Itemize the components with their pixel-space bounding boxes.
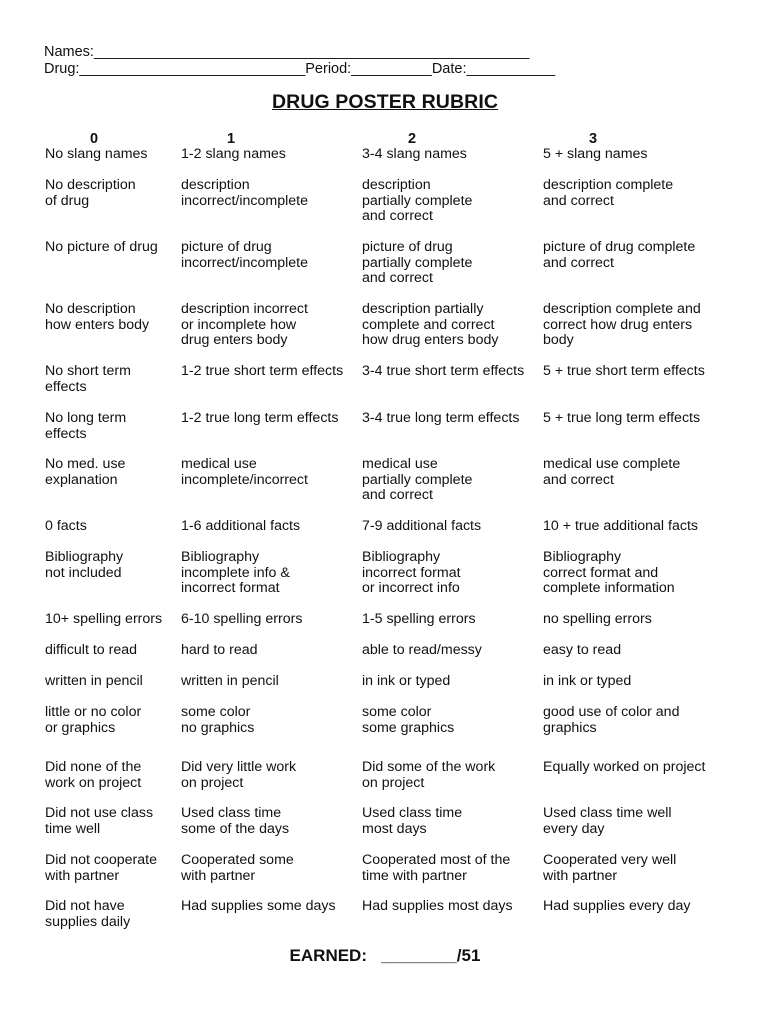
rubric-cell-r7-score-3: 10 + true additional facts [543,518,698,534]
rubric-cell-r13-score-2: Did some of the work on project [362,759,496,791]
rubric-cell-r10-score-1: hard to read [181,642,258,658]
score-header-0: 0 [90,131,99,147]
rubric-cell-r12-score-1: some color no graphics [181,704,255,736]
score-header-3: 3 [589,131,598,147]
rubric-cell-r16-score-1: Had supplies some days [181,898,336,914]
rubric-cell-r13-score-1: Did very little work on project [181,759,297,791]
rubric-cell-r8-score-3: Bibliography correct format and complete information [543,549,675,597]
rubric-cell-r5-score-3: 5 + true long term effects [543,410,701,426]
rubric-cell-r9-score-0: 10+ spelling errors [45,611,163,627]
rubric-cell-r4-score-3: 5 + true short term effects [543,363,705,379]
rubric-cell-r1-score-2: description partially complete and correct [362,177,473,225]
rubric-cell-r3-score-3: description complete and correct how drug enters body [543,301,701,349]
rubric-cell-r2-score-3: picture of drug complete and correct [543,239,696,271]
rubric-cell-r15-score-2: Cooperated most of the time with partner [362,852,511,884]
rubric-cell-r11-score-0: written in pencil [45,673,143,689]
rubric-cell-r14-score-0: Did not use class time well [45,805,154,837]
rubric-cell-r16-score-0: Did not have supplies daily [45,898,131,930]
rubric-cell-r6-score-2: medical use partially complete and correct [362,456,473,504]
rubric-cell-r12-score-0: little or no color or graphics [45,704,142,736]
rubric-cell-r11-score-1: written in pencil [181,673,279,689]
score-header-2: 2 [408,131,417,147]
rubric-cell-r13-score-3: Equally worked on project [543,759,706,775]
rubric-cell-r1-score-1: description incorrect/incomplete [181,177,308,209]
rubric-cell-r12-score-2: some color some graphics [362,704,455,736]
rubric-cell-r1-score-0: No description of drug [45,177,136,209]
rubric-cell-r16-score-3: Had supplies every day [543,898,691,914]
earned-score-line: EARNED: ________/51 [289,946,481,965]
rubric-cell-r12-score-3: good use of color and graphics [543,704,680,736]
rubric-title: DRUG POSTER RUBRIC [271,91,499,113]
rubric-cell-r0-score-0: No slang names [45,146,148,162]
rubric-cell-r0-score-1: 1-2 slang names [181,146,286,162]
rubric-cell-r7-score-0: 0 facts [45,518,87,534]
rubric-cell-r1-score-3: description complete and correct [543,177,674,209]
rubric-cell-r4-score-1: 1-2 true short term effects [181,363,344,379]
rubric-cell-r0-score-2: 3-4 slang names [362,146,467,162]
rubric-cell-r5-score-0: No long term effects [45,410,127,442]
rubric-cell-r0-score-3: 5 + slang names [543,146,648,162]
rubric-cell-r14-score-3: Used class time well every day [543,805,672,837]
rubric-cell-r13-score-0: Did none of the work on project [45,759,142,791]
rubric-cell-r2-score-1: picture of drug incorrect/incomplete [181,239,308,271]
rubric-cell-r10-score-2: able to read/messy [362,642,482,658]
rubric-cell-r5-score-1: 1-2 true long term effects [181,410,339,426]
rubric-cell-r8-score-1: Bibliography incomplete info & incorrect format [181,549,290,597]
rubric-cell-r11-score-3: in ink or typed [543,673,632,689]
rubric-cell-r4-score-0: No short term effects [45,363,131,395]
rubric-cell-r15-score-1: Cooperated some with partner [181,852,294,884]
rubric-cell-r7-score-1: 1-6 additional facts [181,518,301,534]
rubric-cell-r8-score-2: Bibliography incorrect format or incorrect info [362,549,461,597]
rubric-cell-r3-score-1: description incorrect or incomplete how drug enters body [181,301,308,349]
rubric-cell-r15-score-0: Did not cooperate with partner [45,852,157,884]
rubric-cell-r9-score-3: no spelling errors [543,611,652,627]
rubric-cell-r11-score-2: in ink or typed [362,673,451,689]
rubric-cell-r4-score-2: 3-4 true short term effects [362,363,525,379]
rubric-cell-r3-score-2: description partially complete and correct how drug enters body [362,301,499,349]
rubric-cell-r5-score-2: 3-4 true long term effects [362,410,520,426]
rubric-cell-r3-score-0: No description how enters body [45,301,150,333]
rubric-cell-r14-score-2: Used class time most days [362,805,463,837]
rubric-cell-r9-score-2: 1-5 spelling errors [362,611,476,627]
drug-period-date-line: Drug:____________________________Period:__________Date:___________ [44,61,556,77]
rubric-cell-r14-score-1: Used class time some of the days [181,805,290,837]
rubric-cell-r10-score-0: difficult to read [45,642,138,658]
rubric-cell-r16-score-2: Had supplies most days [362,898,513,914]
rubric-cell-r6-score-1: medical use incomplete/incorrect [181,456,308,488]
rubric-cell-r15-score-3: Cooperated very well with partner [543,852,677,884]
names-line: Names:______________________________________________________ [44,44,530,60]
rubric-cell-r8-score-0: Bibliography not included [45,549,124,581]
rubric-cell-r10-score-3: easy to read [543,642,622,658]
score-header-1: 1 [227,131,236,147]
rubric-cell-r7-score-2: 7-9 additional facts [362,518,482,534]
rubric-cell-r6-score-0: No med. use explanation [45,456,126,488]
rubric-cell-r2-score-2: picture of drug partially complete and correct [362,239,473,287]
rubric-cell-r6-score-3: medical use complete and correct [543,456,681,488]
rubric-cell-r9-score-1: 6-10 spelling errors [181,611,303,627]
rubric-cell-r2-score-0: No picture of drug [45,239,158,255]
